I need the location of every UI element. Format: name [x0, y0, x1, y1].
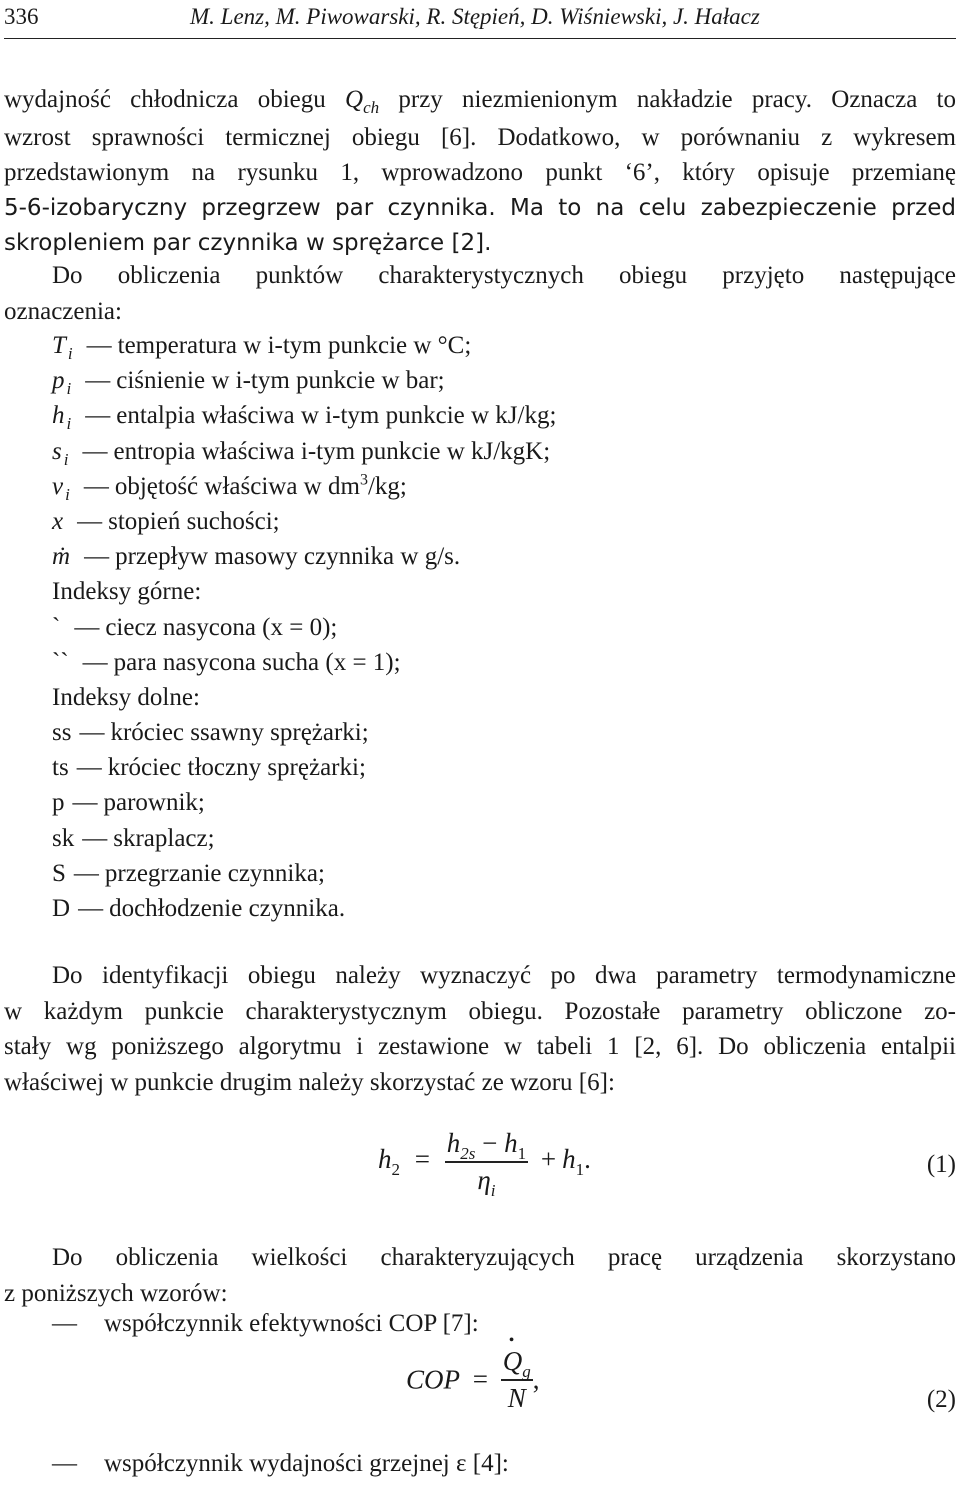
index-item: D — dochłodzenie czynnika.: [52, 895, 346, 922]
page-number: 336: [4, 4, 39, 29]
text-line: przedstawionym na rysunku 1, wprowadzono punkt ‘6’, który opisuje przemianę: [4, 159, 956, 186]
equation-1-fraction: $\frac{h_{2s} - h_1}{\eta_i}$: [446, 1128, 527, 1200]
notation-list: [52, 328, 932, 926]
bullet-cop: — współczynnik efektywności COP [7]:: [52, 1310, 479, 1337]
text-line: oznaczenia:: [4, 297, 122, 325]
text-line: 5-6-izobaryczny przegrzew par czynnika. Ma to na celu zabezpieczenie przed: [4, 194, 956, 221]
paragraph-identification: [4, 958, 956, 1100]
equation-1-number: (1): [926, 1151, 956, 1178]
paragraph-intro: [4, 82, 956, 262]
running-header: [4, 4, 956, 34]
text-line: Do identyfikacji obiegu należy wyznaczyć po dwa parametry termodynamiczne: [52, 962, 956, 989]
upper-indices-heading: Indeksy górne:: [52, 578, 202, 606]
definition-item: T i — temperatura w i-tym punkcie w °C;: [52, 332, 472, 363]
paragraph-formulas: [4, 1240, 956, 1311]
text-line: skropleniem par czynnika w sprężarce [2].: [4, 230, 492, 256]
definition-item: h i — entalpia właściwa w i-tym punkcie w kJ/kg;: [52, 402, 557, 434]
header-authors: M. Lenz, M. Piwowarski, R. Stępień, D. Wiśniewski, J. Hałacz: [190, 4, 760, 29]
text-line: w każdym punkcie charakterystycznym obiegu. Pozostałe parametry obliczone zo-: [4, 997, 956, 1025]
text-line: Do obliczenia wielkości charakteryzujących pracę urządzenia skorzystano: [52, 1244, 956, 1271]
lower-indices-heading: Indeksy dolne:: [52, 683, 200, 711]
index-item: ss — króciec ssawny sprężarki;: [52, 719, 369, 747]
index-item: ` — ciecz nasycona (x = 0);: [52, 613, 338, 641]
definition-item: x — stopień suchości;: [52, 507, 280, 535]
header-rule: [4, 38, 956, 39]
index-item: ts — króciec tłoczny sprężarki;: [52, 754, 366, 782]
definition-item: s i — entropia właściwa i-tym punkcie w kJ/kgK;: [52, 437, 551, 469]
index-item: `` — para nasycona sucha (x = 1);: [52, 648, 401, 676]
equation-2-fraction: • $Q_g$ N: [502, 1332, 531, 1413]
text-line: z poniższych wzorów:: [4, 1279, 228, 1307]
text-line: wzrost sprawności termicznej obiegu [6]. Dodatkowo, w porównaniu z wykresem: [4, 123, 956, 151]
definition-item: p i — ciśnienie w i-tym punkcie w bar;: [52, 367, 445, 399]
equation-1: $h_2$ = $\frac{h_{2s} - h_1}{\eta_i}$ + $h_1$.: [378, 1128, 591, 1200]
paragraph-notation: [4, 258, 956, 329]
text-line: wydajność chłodnicza obiegu $Q_{ch}$ przy niezmienionym nakładzie pracy. Oznacza to: [4, 86, 956, 117]
text-line: Do obliczenia punktów charakterystycznych obiegu przyjęto następujące: [52, 262, 956, 289]
fraction-bar: [445, 1161, 528, 1163]
definition-item: ṁ — przepływ masowy czynnika w g/s.: [52, 543, 461, 571]
index-item: S — przegrzanie czynnika;: [52, 859, 325, 887]
index-item: sk — skraplacz;: [52, 824, 215, 852]
equation-2-number: (2): [926, 1386, 956, 1413]
equation-2: COP = • $Q_g$ N ,: [406, 1332, 540, 1413]
text-line: właściwej w punkcie drugim należy skorzystać ze wzoru [6]:: [4, 1068, 615, 1096]
index-item: p — parownik;: [52, 789, 205, 817]
bullet-heating: — współczynnik wydajności grzejnej ε [4]:: [52, 1450, 509, 1477]
text-line: stały wg poniższego algorytmu i zestawione w tabeli 1 [2, 6]. Do obliczenia entalpii: [4, 1033, 956, 1060]
definition-item: v i — objętość właściwa w $dm^3/kg$;: [52, 471, 407, 504]
